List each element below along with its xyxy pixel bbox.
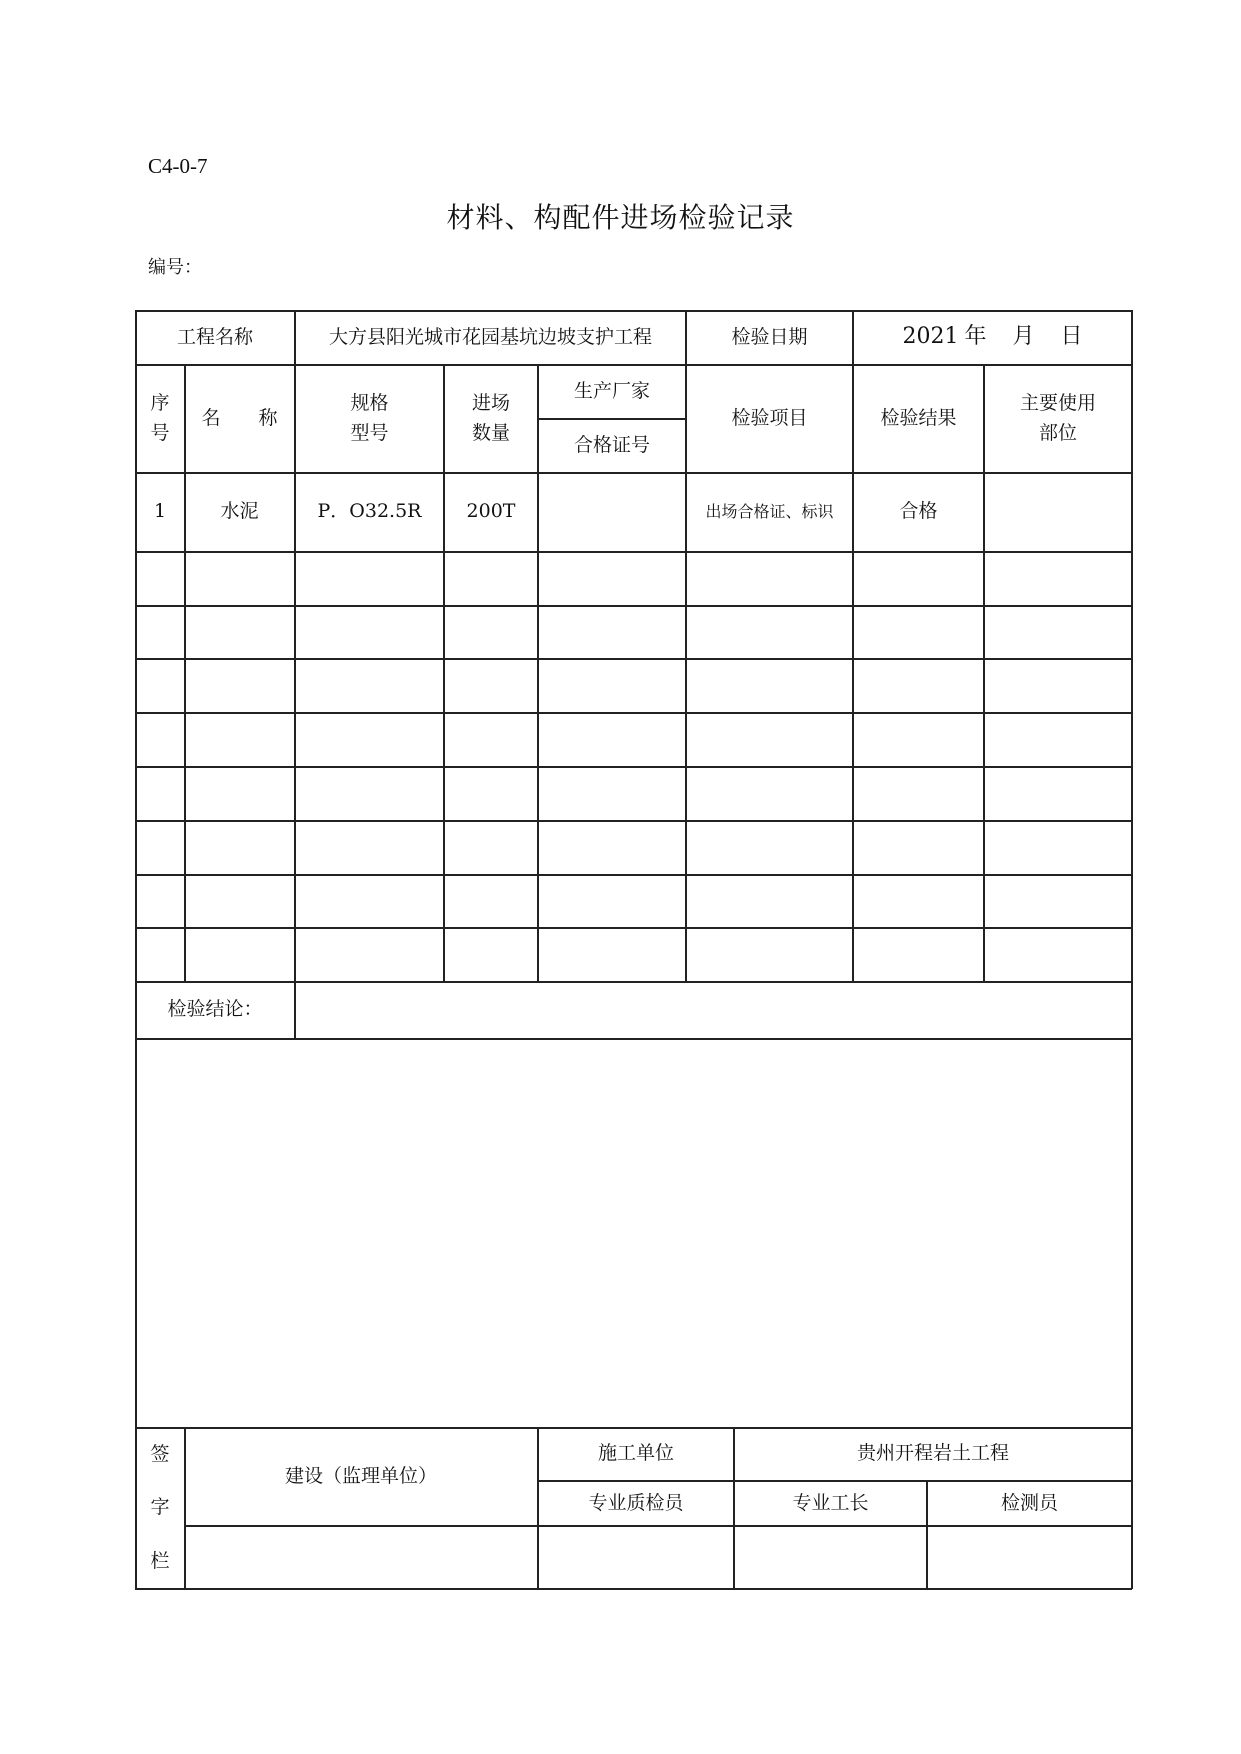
inspect-date-label: 检验日期 (731, 325, 808, 348)
qc-inspector-signature-field[interactable] (539, 1527, 733, 1588)
date-year: 2021 (902, 324, 959, 350)
date-year-unit: 年 (964, 324, 987, 350)
foreman-signature-field[interactable] (735, 1527, 926, 1588)
conclusion-field[interactable] (296, 982, 1131, 1038)
builder-name: 贵州开程岩土工程 (856, 1442, 1009, 1465)
col-header-usage-location: 主要使用 部位 (1019, 392, 1096, 444)
date-day-unit: 日 (1060, 324, 1083, 350)
owner-signature-field[interactable] (185, 1527, 537, 1588)
conclusion-label: 检验结论： (167, 998, 263, 1021)
row-material-name: 水泥 (220, 500, 259, 523)
inspect-date-value (854, 311, 1131, 364)
row-spec: P．O32.5R (317, 500, 422, 523)
col-header-certificate: 合格证号 (573, 434, 650, 457)
signature-side-label: 签 字 栏 (150, 1442, 170, 1572)
col-header-inspect-item: 检验项目 (731, 406, 808, 429)
project-name-value: 大方县阳光城市花园基坑边坡支护工程 (328, 325, 652, 348)
date-month-unit: 月 (1012, 324, 1035, 350)
row-inspect-result: 合格 (899, 500, 938, 523)
owner-supervisor-label: 建设（监理单位） (284, 1464, 437, 1487)
foreman-label: 专业工长 (792, 1491, 869, 1514)
form-code: C4-0-7 (148, 154, 208, 178)
col-header-seq: 序 号 (150, 392, 170, 444)
row-quantity: 200T (466, 500, 516, 523)
row-seq: 1 (153, 500, 167, 523)
row-usage-location (985, 473, 1131, 551)
document-title: 材料、构配件进场检验记录 (446, 201, 795, 234)
conclusion-body[interactable] (136, 1040, 1131, 1427)
col-header-inspect-result: 检验结果 (880, 406, 957, 429)
col-header-spec: 规格 型号 (350, 392, 389, 444)
col-header-name: 名 称 (201, 406, 278, 429)
tester-label: 检测员 (1000, 1491, 1058, 1514)
row-inspect-item: 出场合格证、标识 (705, 501, 834, 521)
row-manufacturer-cert (539, 473, 685, 551)
serial-number-label: 编号： (148, 257, 202, 278)
col-header-quantity: 进场 数量 (471, 392, 510, 444)
col-header-manufacturer: 生产厂家 (573, 379, 650, 402)
builder-label: 施工单位 (597, 1442, 674, 1465)
qc-inspector-label: 专业质检员 (588, 1491, 684, 1514)
tester-signature-field[interactable] (928, 1527, 1131, 1588)
project-name-label: 工程名称 (176, 325, 253, 348)
